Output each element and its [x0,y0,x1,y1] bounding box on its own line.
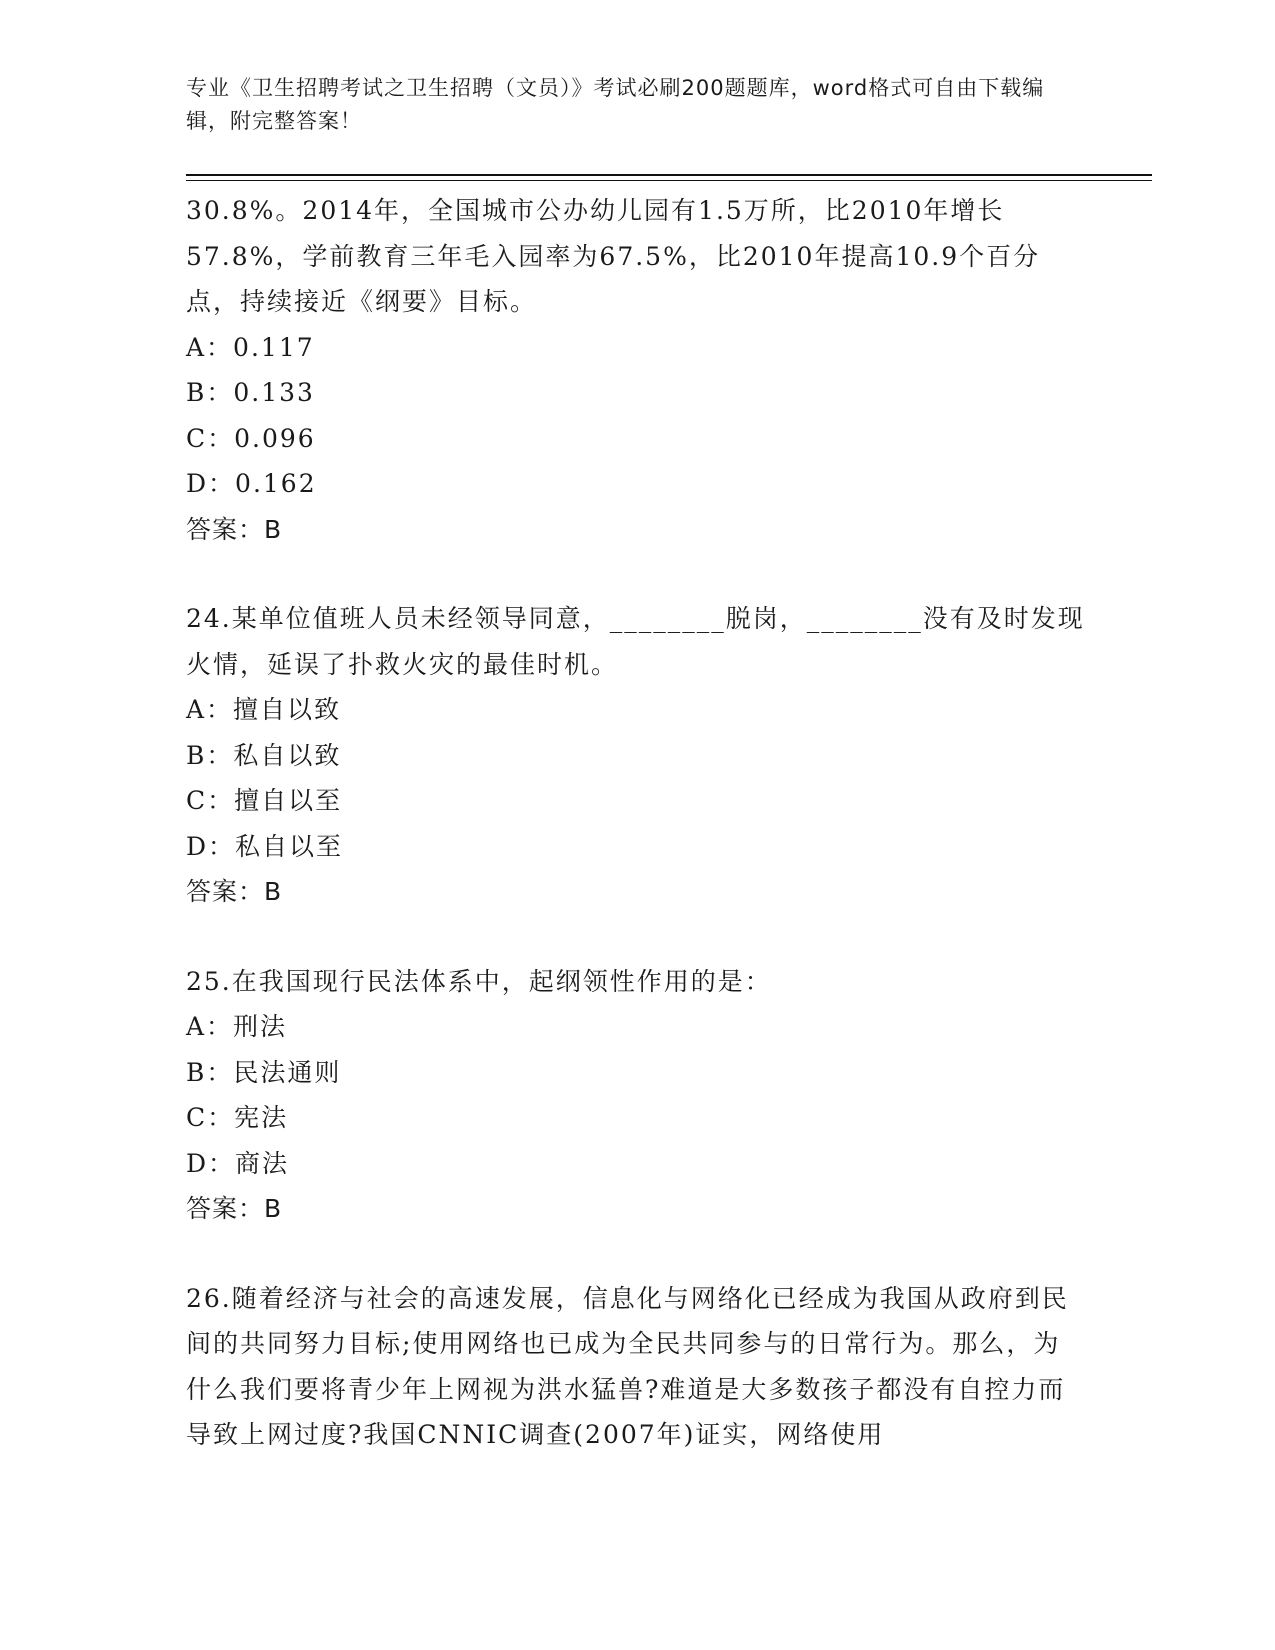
question-26 [186,1276,1086,1458]
question-text: 24.某单位值班人员未经领导同意，________脱岗，________没有及时发现火情，延误了扑救火灾的最佳时机。 [186,604,1085,679]
option-a: A：刑法 [186,1012,288,1041]
answer-line: 答案：B [186,1194,283,1223]
question-24 [186,596,1086,915]
question-23 [186,188,1086,552]
option-d: D：商法 [186,1148,290,1178]
option-d: D：0.162 [186,469,317,498]
spacer [186,1232,1086,1276]
header-title: 专业《卫生招聘考试之卫生招聘（文员）》考试必刷200题题库，word格式可自由下载编辑，附完整答案！ [186,76,1045,133]
question-text: 25.在我国现行民法体系中，起纲领性作用的是： [186,966,772,996]
answer-line: 答案：B [186,877,283,906]
option-a: A：0.117 [186,332,315,362]
answer-line: 答案：B [186,514,283,544]
question-25 [186,959,1086,1232]
option-a: A：擅自以致 [186,695,342,724]
spacer [186,552,1086,596]
header-rule-thin [186,180,1152,181]
header-rule-thick [186,174,1152,176]
option-b: B：0.133 [186,378,315,407]
document-body [186,188,1086,1458]
option-c: C：0.096 [186,423,316,453]
spacer [186,915,1086,959]
option-c: C：宪法 [186,1103,289,1132]
option-d: D：私自以至 [186,831,344,861]
question-text: 26.随着经济与社会的高速发展，信息化与网络化已经成为我国从政府到民间的共同努力目标;使用网络也已成为全民共同参与的日常行为。那么，为什么我们要将青少年上网视为洪水猛兽?难道是大多数孩子都没有自控力而导致上网过度?我国CNNIC调查(2007年)证实，网络使用 [186,1283,1069,1449]
document-header [186,72,1066,138]
option-b: B：民法通则 [186,1057,342,1087]
option-c: C：擅自以至 [186,786,343,815]
question-text: 30.8%。2014年，全国城市公办幼儿园有1.5万所，比2010年增长57.8%，学前教育三年毛入园率为67.5%，比2010年提高10.9个百分点，持续接近《纲要》目标。 [186,196,1041,316]
option-b: B：私自以致 [186,740,342,770]
